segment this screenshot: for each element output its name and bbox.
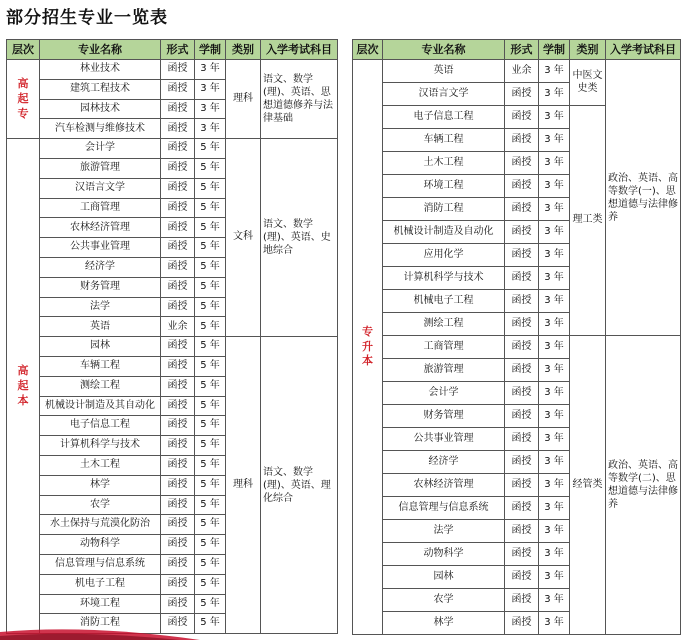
major-name-cell: 汉语言文学 (383, 83, 505, 106)
form-cell: 函授 (505, 83, 539, 106)
major-name-cell: 土木工程 (383, 152, 505, 175)
major-name-cell: 法学 (383, 520, 505, 543)
duration-cell: 3 年 (539, 106, 570, 129)
form-cell: 函授 (161, 238, 195, 258)
major-name-cell: 会计学 (383, 382, 505, 405)
major-name-cell: 测绘工程 (383, 313, 505, 336)
form-cell: 函授 (505, 612, 539, 635)
duration-cell: 3 年 (539, 313, 570, 336)
table-row (353, 336, 681, 359)
duration-cell: 3 年 (539, 129, 570, 152)
major-name-cell: 车辆工程 (40, 356, 161, 376)
form-cell: 函授 (161, 376, 195, 396)
form-cell: 函授 (505, 589, 539, 612)
major-name-cell: 园林技术 (40, 99, 161, 119)
exam-subjects-cell: 语文、数学(理)、英语、思想道德修养与法律基础 (261, 60, 338, 139)
duration-cell: 3 年 (539, 405, 570, 428)
header-category: 类别 (226, 40, 261, 60)
duration-cell: 5 年 (195, 614, 226, 634)
duration-cell: 5 年 (195, 495, 226, 515)
major-name-cell: 机械电子工程 (383, 290, 505, 313)
form-cell: 函授 (161, 574, 195, 594)
major-name-cell: 汉语言文学 (40, 178, 161, 198)
duration-cell: 5 年 (195, 416, 226, 436)
major-name-cell: 土木工程 (40, 455, 161, 475)
duration-cell: 5 年 (195, 475, 226, 495)
duration-cell: 5 年 (195, 455, 226, 475)
category-cell: 理工类 (570, 106, 606, 336)
duration-cell: 3 年 (195, 79, 226, 99)
major-name-cell: 消防工程 (383, 198, 505, 221)
table-row (353, 60, 681, 83)
form-cell: 函授 (161, 79, 195, 99)
major-name-cell: 园林 (40, 337, 161, 357)
major-name-cell: 法学 (40, 297, 161, 317)
form-cell: 函授 (161, 594, 195, 614)
major-name-cell: 机械设计制造及其自动化 (40, 396, 161, 416)
major-name-cell: 计算机科学与技术 (383, 267, 505, 290)
form-cell: 函授 (505, 290, 539, 313)
form-cell: 函授 (161, 218, 195, 238)
category-cell: 理科 (226, 337, 261, 634)
major-name-cell: 应用化学 (383, 244, 505, 267)
duration-cell: 3 年 (195, 99, 226, 119)
form-cell: 函授 (161, 396, 195, 416)
major-name-cell: 农林经济管理 (383, 474, 505, 497)
header-category: 类别 (570, 40, 606, 60)
form-cell: 函授 (505, 244, 539, 267)
left-table-body (7, 60, 338, 634)
duration-cell: 5 年 (195, 198, 226, 218)
form-cell: 函授 (505, 520, 539, 543)
header-major: 专业名称 (383, 40, 505, 60)
form-cell: 函授 (161, 554, 195, 574)
major-name-cell: 公共事业管理 (40, 238, 161, 258)
form-cell: 函授 (505, 566, 539, 589)
major-name-cell: 农林经济管理 (40, 218, 161, 238)
duration-cell: 3 年 (539, 566, 570, 589)
exam-subjects-cell: 语文、数学(理)、英语、史地综合 (261, 139, 338, 337)
major-name-cell: 信息管理与信息系统 (40, 554, 161, 574)
duration-cell: 5 年 (195, 396, 226, 416)
duration-cell: 5 年 (195, 554, 226, 574)
duration-cell: 3 年 (539, 382, 570, 405)
level-cell: 专 升 本 (353, 60, 383, 635)
duration-cell: 5 年 (195, 297, 226, 317)
form-cell: 函授 (505, 405, 539, 428)
duration-cell: 3 年 (539, 359, 570, 382)
level-cell: 高 起 本 (7, 139, 40, 634)
duration-cell: 3 年 (539, 152, 570, 175)
form-cell: 函授 (161, 257, 195, 277)
form-cell: 函授 (505, 175, 539, 198)
form-cell: 函授 (161, 475, 195, 495)
right-major-table (352, 39, 681, 635)
major-name-cell: 园林 (383, 566, 505, 589)
header-duration: 学制 (195, 40, 226, 60)
header-level: 层次 (353, 40, 383, 60)
duration-cell: 3 年 (539, 175, 570, 198)
duration-cell: 3 年 (539, 60, 570, 83)
form-cell: 函授 (161, 277, 195, 297)
major-name-cell: 林学 (40, 475, 161, 495)
duration-cell: 5 年 (195, 238, 226, 258)
duration-cell: 3 年 (539, 198, 570, 221)
duration-cell: 5 年 (195, 178, 226, 198)
duration-cell: 3 年 (539, 290, 570, 313)
duration-cell: 5 年 (195, 317, 226, 337)
table-row (7, 139, 338, 159)
form-cell: 函授 (161, 178, 195, 198)
form-cell: 函授 (161, 495, 195, 515)
major-name-cell: 机电子工程 (40, 574, 161, 594)
major-name-cell: 财务管理 (383, 405, 505, 428)
form-cell: 函授 (161, 356, 195, 376)
table-row (7, 337, 338, 357)
duration-cell: 3 年 (539, 543, 570, 566)
major-name-cell: 信息管理与信息系统 (383, 497, 505, 520)
form-cell: 函授 (505, 198, 539, 221)
major-name-cell: 水土保持与荒漠化防治 (40, 515, 161, 535)
form-cell: 函授 (161, 158, 195, 178)
duration-cell: 3 年 (539, 520, 570, 543)
header-level: 层次 (7, 40, 40, 60)
duration-cell: 3 年 (539, 83, 570, 106)
major-name-cell: 计算机科学与技术 (40, 436, 161, 456)
major-name-cell: 环境工程 (383, 175, 505, 198)
major-name-cell: 会计学 (40, 139, 161, 159)
form-cell: 函授 (161, 198, 195, 218)
category-cell: 经管类 (570, 336, 606, 635)
form-cell: 业余 (161, 317, 195, 337)
form-cell: 函授 (161, 337, 195, 357)
duration-cell: 3 年 (539, 474, 570, 497)
duration-cell: 5 年 (195, 436, 226, 456)
duration-cell: 5 年 (195, 376, 226, 396)
duration-cell: 3 年 (539, 336, 570, 359)
form-cell: 函授 (505, 313, 539, 336)
duration-cell: 5 年 (195, 337, 226, 357)
major-name-cell: 电子信息工程 (383, 106, 505, 129)
major-name-cell: 经济学 (383, 451, 505, 474)
form-cell: 函授 (161, 99, 195, 119)
decorative-swoosh (0, 622, 200, 640)
duration-cell: 3 年 (539, 612, 570, 635)
form-cell: 函授 (505, 221, 539, 244)
form-cell: 函授 (161, 60, 195, 80)
form-cell: 函授 (505, 451, 539, 474)
duration-cell: 3 年 (539, 589, 570, 612)
duration-cell: 5 年 (195, 515, 226, 535)
duration-cell: 3 年 (539, 267, 570, 290)
major-name-cell: 农学 (383, 589, 505, 612)
duration-cell: 5 年 (195, 139, 226, 159)
header-exam-subjects: 入学考试科目 (606, 40, 681, 60)
page-title: 部分招生专业一览表 (6, 8, 168, 28)
major-name-cell: 车辆工程 (383, 129, 505, 152)
major-name-cell: 英语 (40, 317, 161, 337)
form-cell: 函授 (505, 106, 539, 129)
major-name-cell: 机械设计制造及自动化 (383, 221, 505, 244)
major-name-cell: 动物科学 (40, 535, 161, 555)
form-cell: 函授 (505, 359, 539, 382)
form-cell: 函授 (161, 614, 195, 634)
exam-subjects-cell: 语文、数学(理)、英语、理化综合 (261, 337, 338, 634)
level-cell: 高 起 专 (7, 60, 40, 139)
major-name-cell: 林业技术 (40, 60, 161, 80)
duration-cell: 5 年 (195, 535, 226, 555)
major-name-cell: 电子信息工程 (40, 416, 161, 436)
form-cell: 函授 (505, 382, 539, 405)
major-name-cell: 消防工程 (40, 614, 161, 634)
form-cell: 函授 (505, 497, 539, 520)
form-cell: 函授 (161, 436, 195, 456)
form-cell: 函授 (161, 515, 195, 535)
duration-cell: 3 年 (539, 451, 570, 474)
form-cell: 函授 (161, 455, 195, 475)
category-cell: 中医文史类 (570, 60, 606, 106)
header-form: 形式 (505, 40, 539, 60)
major-name-cell: 动物科学 (383, 543, 505, 566)
duration-cell: 5 年 (195, 218, 226, 238)
duration-cell: 5 年 (195, 158, 226, 178)
duration-cell: 3 年 (539, 428, 570, 451)
major-name-cell: 工商管理 (383, 336, 505, 359)
duration-cell: 3 年 (539, 244, 570, 267)
duration-cell: 3 年 (539, 497, 570, 520)
major-name-cell: 测绘工程 (40, 376, 161, 396)
form-cell: 函授 (161, 119, 195, 139)
form-cell: 函授 (505, 428, 539, 451)
form-cell: 函授 (505, 543, 539, 566)
form-cell: 函授 (505, 152, 539, 175)
form-cell: 函授 (505, 129, 539, 152)
duration-cell: 3 年 (195, 60, 226, 80)
header-form: 形式 (161, 40, 195, 60)
category-cell: 理科 (226, 60, 261, 139)
form-cell: 函授 (505, 474, 539, 497)
form-cell: 函授 (161, 139, 195, 159)
category-cell: 文科 (226, 139, 261, 337)
header-exam-subjects: 入学考试科目 (261, 40, 338, 60)
major-name-cell: 林学 (383, 612, 505, 635)
major-name-cell: 汽车检测与维修技术 (40, 119, 161, 139)
form-cell: 函授 (505, 267, 539, 290)
duration-cell: 3 年 (539, 221, 570, 244)
exam-subjects-cell: 政治、英语、高等数学(一)、思想道德与法律修养 (606, 60, 681, 336)
major-name-cell: 农学 (40, 495, 161, 515)
major-name-cell: 建筑工程技术 (40, 79, 161, 99)
major-name-cell: 财务管理 (40, 277, 161, 297)
duration-cell: 5 年 (195, 574, 226, 594)
left-major-table (6, 39, 338, 634)
form-cell: 函授 (505, 336, 539, 359)
table-header-row (7, 40, 338, 60)
table-header-row (353, 40, 681, 60)
header-duration: 学制 (539, 40, 570, 60)
major-name-cell: 工商管理 (40, 198, 161, 218)
major-name-cell: 旅游管理 (383, 359, 505, 382)
form-cell: 函授 (161, 535, 195, 555)
duration-cell: 5 年 (195, 356, 226, 376)
duration-cell: 5 年 (195, 594, 226, 614)
major-name-cell: 经济学 (40, 257, 161, 277)
right-table-body (353, 60, 681, 635)
duration-cell: 3 年 (195, 119, 226, 139)
form-cell: 函授 (161, 297, 195, 317)
form-cell: 函授 (161, 416, 195, 436)
major-name-cell: 环境工程 (40, 594, 161, 614)
major-name-cell: 旅游管理 (40, 158, 161, 178)
duration-cell: 5 年 (195, 257, 226, 277)
table-row (7, 60, 338, 80)
major-name-cell: 公共事业管理 (383, 428, 505, 451)
exam-subjects-cell: 政治、英语、高等数学(二)、思想道德与法律修养 (606, 336, 681, 635)
header-major: 专业名称 (40, 40, 161, 60)
form-cell: 业余 (505, 60, 539, 83)
major-name-cell: 英语 (383, 60, 505, 83)
duration-cell: 5 年 (195, 277, 226, 297)
